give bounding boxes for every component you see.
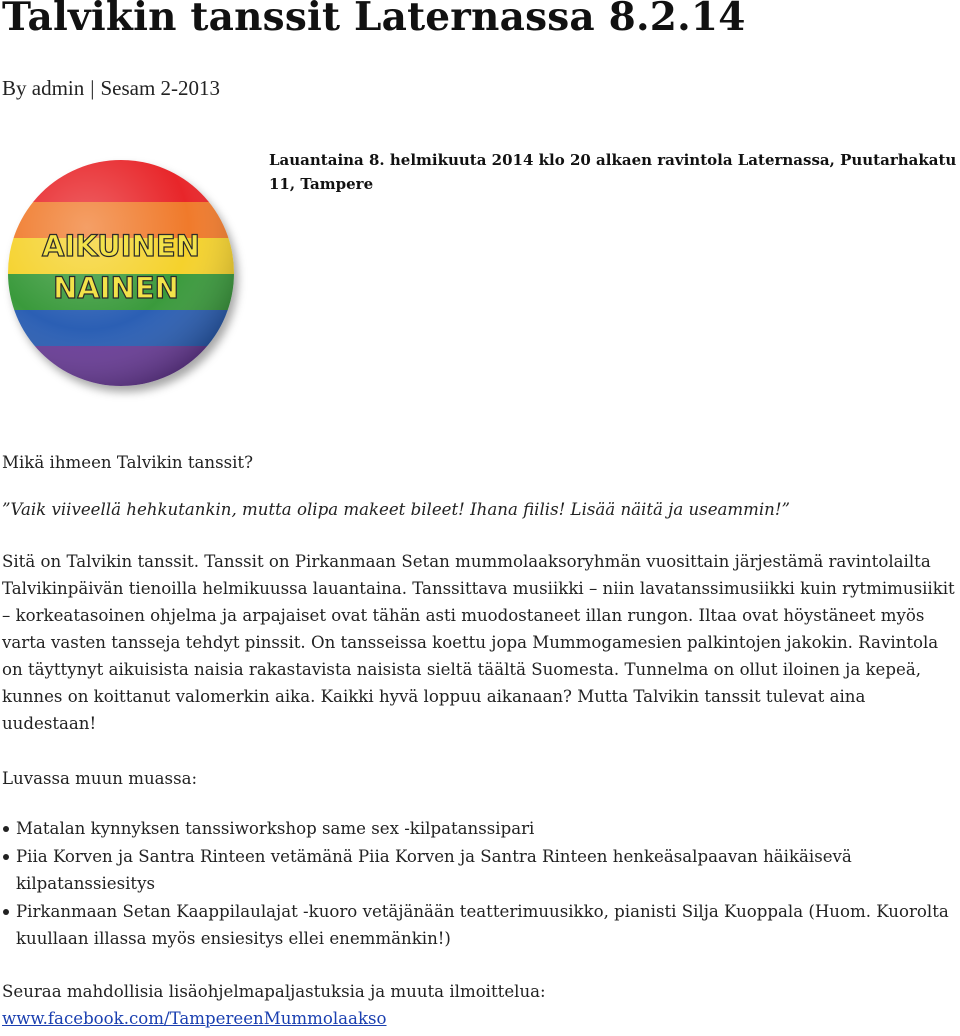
meta-separator: | bbox=[90, 76, 95, 100]
list-item: Matalan kynnyksen tanssiworkshop same sex -kilpatanssipari bbox=[16, 815, 958, 843]
intro-question: Mikä ihmeen Talvikin tanssit? bbox=[2, 453, 253, 472]
program-heading: Luvassa muun muassa: bbox=[2, 769, 198, 788]
footer-note bbox=[2, 978, 958, 1032]
event-info: Lauantaina 8. helmikuuta 2014 klo 20 alkaen ravintola Laternassa, Puutarhakatu 11, Tampere bbox=[269, 151, 957, 193]
page-title: Talvikin tanssit Laternassa 8.2.14 bbox=[2, 0, 746, 40]
program-list bbox=[16, 815, 958, 953]
description-paragraph: Sitä on Talvikin tanssit. Tanssit on Pirkanmaan Setan mummolaaksoryhmän vuosittain järjestämä ravintolailta Talvikinpäivän tienoilla helmikuussa lauantaina. Tanssittava musiikki – niin lavatanssimusiikki kuin rytmimusiikit – korkeatasoinen ohjelma ja arpajaiset ovat tähän asti muodostaneet illan rungon. Iltaa ovat höystäneet myös varta vasten tansseja tehdyt pinssit. On tansseissa koettu jopa Mummogamesien palkintojen jakokin. Ravintola on täyttynyt aikuisista naisia rakastavista naisista sieltä täältä Suomesta. Tunnelma on ollut iloinen ja kepeä, kunnes on koittanut valomerkin aika. Kaikki hyvä loppuu aikanaan? Mutta Talvikin tanssit tulevat aina uudestaan! bbox=[2, 552, 955, 733]
badge-image bbox=[8, 160, 234, 386]
list-item: Piia Korven ja Santra Rinteen vetämänä Piia Korven ja Santra Rinteen henkeäsalpaavan häikäisevä kilpatanssiesitys bbox=[16, 843, 958, 898]
author-link[interactable]: By admin bbox=[2, 76, 85, 100]
facebook-link[interactable]: www.facebook.com/TampereenMummolaakso bbox=[2, 1009, 387, 1028]
category-link[interactable]: Sesam 2-2013 bbox=[100, 76, 221, 100]
post-meta bbox=[2, 76, 220, 101]
badge-text-line1: AIKUINEN bbox=[42, 229, 200, 263]
rainbow-badge-graphic bbox=[8, 160, 234, 386]
guest-quote: ”Vaik viiveellä hehkutankin, mutta olipa makeet bileet! Ihana fiilis! Lisää näitä ja useammin!” bbox=[2, 500, 791, 519]
badge-text-line2: NAINEN bbox=[53, 271, 179, 305]
footer-text: Seuraa mahdollisia lisäohjelmapaljastuksia ja muuta ilmoittelua: bbox=[2, 982, 546, 1001]
list-item: Pirkanmaan Setan Kaappilaulajat -kuoro vetäjänään teatterimuusikko, pianisti Silja Kuoppala (Huom. Kuorolta kuullaan illassa myös ensiesitys ellei enemmänkin!) bbox=[16, 898, 958, 953]
